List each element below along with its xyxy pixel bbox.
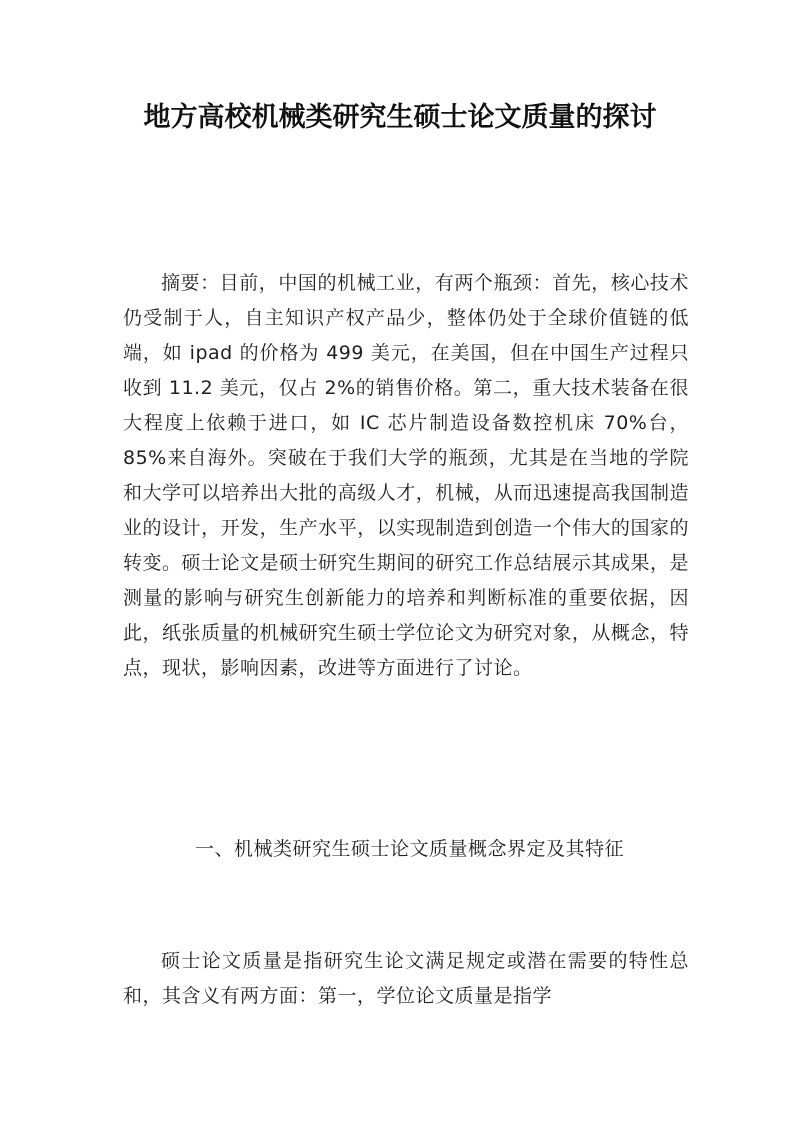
body-paragraph: 硕士论文质量是指研究生论文满足规定或潜在需要的特性总和，其含义有两方面：第一，学位论文质量是指学 — [123, 950, 689, 1007]
document-title: 地方高校机械类研究生硕士论文质量的探讨 — [143, 102, 657, 133]
abstract-paragraph: 摘要：目前，中国的机械工业，有两个瓶颈：首先，核心技术仍受制于人，自主知识产权产品少，整体仍处于全球价值链的低端，如 ipad 的价格为 499 美元，在美国，但在中国生产过程只收到 11.2 美元，仅占 2%的销售价格。第二，重大技术装备在很大程度上依赖于进口，如 IC 芯片制造设备数控机床 70%台，85%来自海外。突破在于我们大学的瓶颈，尤其是在当地的学院和大学可以培养出大批的高级人才，机械，从而迅速提高我国制造业的设计，开发，生产水平，以实现制造到创造一个伟大的国家的转变。硕士论文是硕士研究生期间的研究工作总结展示其成果，是测量的影响与研究生创新能力的培养和判断标准的重要依据，因此，纸张质量的机械研究生硕士学位论文为研究对象，从概念，特点，现状，影响因素，改进等方面进行了讨论。 — [123, 272, 689, 679]
section-heading: 一、机械类研究生硕士论文质量概念界定及其特征 — [195, 838, 625, 860]
